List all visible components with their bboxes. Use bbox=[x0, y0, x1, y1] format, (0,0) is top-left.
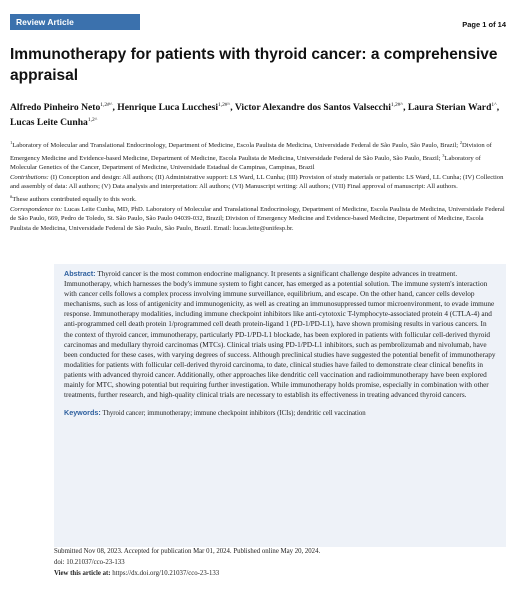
abstract-text: Thyroid cancer is the most common endocrine malignancy. It presents a significant challenge despite advances in treatment. Immunotherapy, which harnesses the body's immune system to fight cancer, has emerged as a potential solution. The immune system's interaction with cancer cells follows a complex process involving immune surveillance, equilibrium, and escape. On the other hand, cancer cells develop mechanisms, such as loss of antigenicity and immunogenicity, as well as creating an immunosuppressed tumor microenvironment, to evade immune response. Immunotherapy modalities, including immune checkpoint inhibitors like anti-cytotoxic T-lymphocyte-associated protein 4 (CTLA-4) and anti-programmed cell death protein 1/programmed cell death protein-ligand 1 (PD-1/PD-L1), have shown promising results in various cancers. In the context of thyroid cancer, immunotherapy, particularly PD-1/PD-L1 blockade, has been explored in patients with follicular cell-derived thyroid carcinomas and medullary thyroid carcinomas (MTCs). Clinical trials using PD-1/PD-L1 inhibitors, such as pembrolizumab and nivolumab, have been conducted for these cases, with varying degrees of success. Although preclinical studies have suggested the potential benefit of immunotherapy modalities for patients with follicular cell-derived thyroid carcinoma, to date, clinical studies have failed to demonstrate clear clinical benefits in patients with advanced thyroid cancer. Additionally, other approaches like dendritic cell vaccination and radioimmunotherapy have been explored mainly for MTC, showing potential but requiring further investigation. While immunotherapy holds promise, especially in combination with other treatments, further research, and high-quality clinical trials are necessary to establish its effectiveness in treating advanced thyroid cancers. bbox=[64, 270, 496, 400]
author-name: Henrique Luca Lucchesi bbox=[117, 102, 219, 113]
author-name: Lucas Leite Cunha bbox=[10, 117, 88, 128]
keywords-label: Keywords: bbox=[64, 408, 101, 418]
front-matter bbox=[10, 138, 506, 233]
author-affiliation-marks: 1^ bbox=[491, 102, 497, 108]
article-footer bbox=[54, 546, 506, 579]
correspondence-label: Correspondence to: bbox=[10, 205, 63, 213]
contributions: Contributions: (I) Conception and design: All authors; (II) Administrative support: LS Ward, LL Cunha; (III) Provision of study materials or patients: LS Ward, LL Cunha; (IV) Collection and assembly of data: All authors; (V) Data analysis and interpretation: All authors; (VI) Manuscript writing: All authors; (VII) Final approval of manuscript: All authors. bbox=[10, 173, 504, 191]
article-link[interactable]: https://dx.doi.org/10.21037/cco-23-133 bbox=[110, 570, 220, 577]
keywords bbox=[64, 408, 496, 419]
author-affiliation-marks: 1,2#^ bbox=[390, 102, 404, 108]
author-name: Laura Sterian Ward bbox=[407, 102, 492, 113]
affiliations: $^1$Laboratory of Molecular and Translational Endocrinology, Department of Medicine, Escola Paulista de Medicina, Universidade Federal de São Paulo, São Paulo, Brazil; $^2$Division of Emergency Medicine and Evidence-based Medicine, Department of Medicine, Escola Paulista de Medicina, Universidade Federal de São Paulo, São Paulo, Brazil; $^3$Laboratory of Molecular Genetics of the Cancer, Department of Medicine, Universidade Estadual de Campinas, Campinas, Brazil bbox=[10, 140, 492, 172]
correspondence: Correspondence to: Lucas Leite Cunha, MD, PhD. Laboratory of Molecular and Translational Endocrinology, Department of Medicine, Escola Paulista de Medicina, Universidade Federal de São Paulo, 669, Pedro de Toledo, St. São Paulo, São Paulo 04039-032, Brazil; Division of Emergency Medicine and Evidence-based Medicine, Department of Medicine, Escola Paulista de Medicina, Universidade Federal de São Paulo, São Paulo, Brazil. Email: lucas.leite@unifesp.br. bbox=[10, 205, 505, 232]
equal-contribution-note: #These authors contributed equally to this work. bbox=[10, 193, 137, 203]
affiliation-2: Division of Emergency Medicine and Evidence-based Medicine, Department of Medicine, Escola Paulista de Medicina, Universidade Federal de São Paulo, São Paulo, Brazil; bbox=[10, 142, 492, 162]
top-header-bar bbox=[0, 14, 520, 30]
author-name: Victor Alexandre dos Santos Valsecchi bbox=[234, 102, 391, 113]
abstract-label: Abstract: bbox=[64, 269, 96, 278]
doi: doi: 10.21037/cco-23-133 bbox=[54, 559, 125, 566]
view-article-label: View this article at: bbox=[54, 570, 111, 577]
author-list: Alfredo Pinheiro Neto$^{1,2\#\^{}}$, Henrique Luca Lucchesi$^{1,2\#\^{}}$, Victor Alexandre dos Santos Valsecchi$^{1,2\#\^{}}$, Laura Sterian Ward$^{1\^{}}$, Lucas Leite Cunha$^{1,2\^{}}$ bbox=[10, 102, 500, 128]
keywords-text: Thyroid cancer; immunotherapy; immune checkpoint inhibitors (ICIs); dendritic cell vaccination bbox=[100, 410, 366, 418]
article-type-badge: Review Article bbox=[10, 14, 140, 30]
author-name: Alfredo Pinheiro Neto bbox=[10, 102, 101, 113]
contributions-label: Contributions: bbox=[10, 173, 49, 181]
abstract bbox=[64, 269, 496, 400]
affiliation-1: Laboratory of Molecular and Translational Endocrinology, Department of Medicine, Escola Paulista de Medicina, Universidade Federal de São Paulo, São Paulo, Brazil; bbox=[12, 142, 460, 149]
abstract-box bbox=[54, 264, 506, 547]
page-number: Page 1 of 14 bbox=[462, 20, 506, 29]
view-article bbox=[54, 568, 506, 579]
publication-dates: Submitted Nov 08, 2023. Accepted for publication Mar 01, 2024. Published online May 20, 2024. bbox=[54, 548, 321, 555]
author-affiliation-marks: 1,2#^ bbox=[218, 102, 231, 108]
article-title: Immunotherapy for patients with thyroid cancer: a comprehensive appraisal bbox=[10, 46, 498, 84]
author-affiliation-marks: 1,2#^ bbox=[100, 102, 113, 108]
affiliation-3: Laboratory of Molecular Genetics of the Cancer, Department of Medicine, Universidade Estadual de Campinas, Campinas, Brazil bbox=[10, 154, 481, 172]
author-affiliation-marks: 1,2^ bbox=[87, 117, 98, 123]
